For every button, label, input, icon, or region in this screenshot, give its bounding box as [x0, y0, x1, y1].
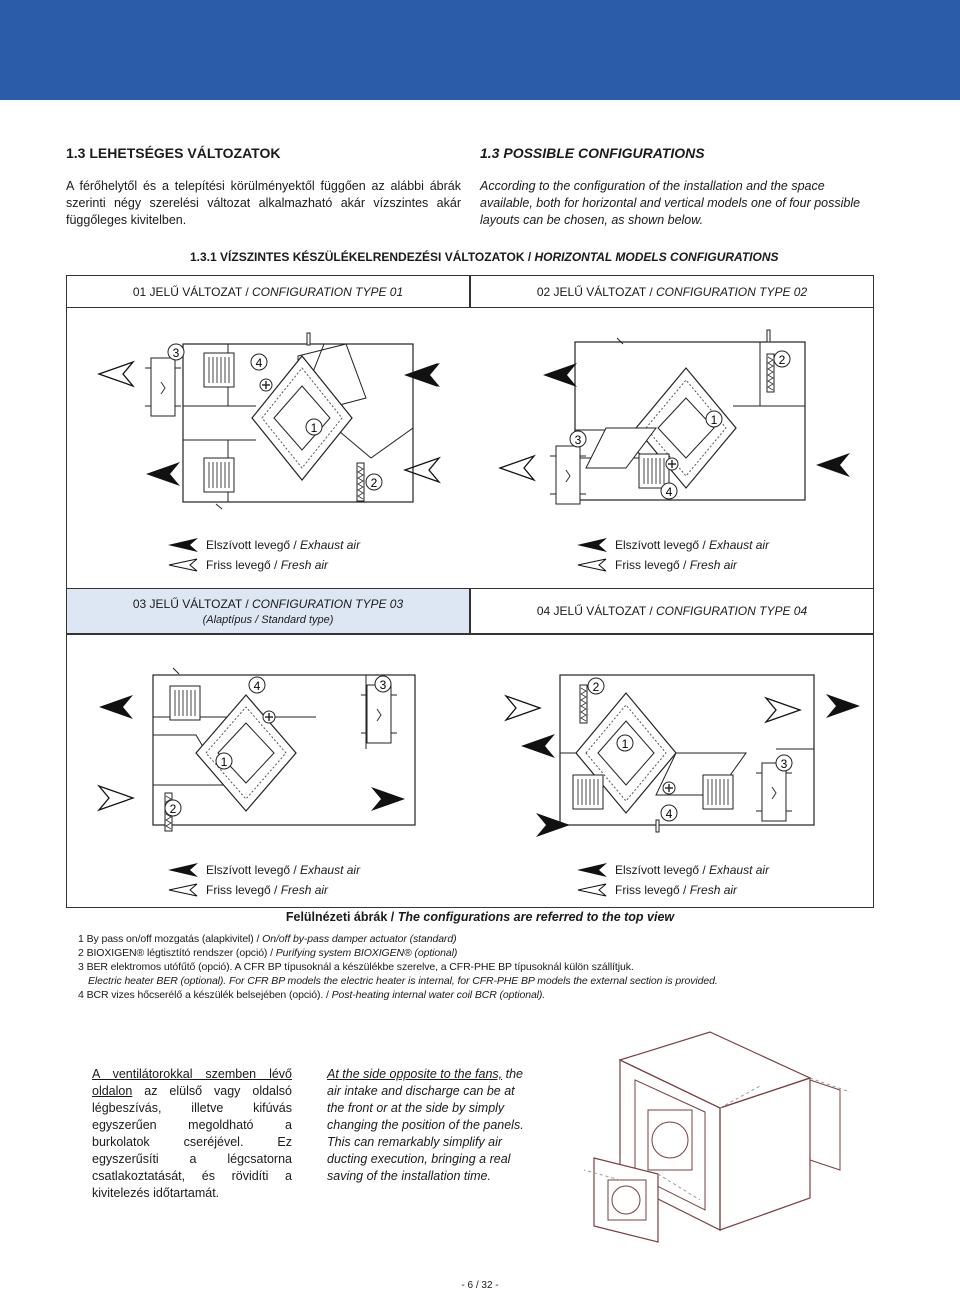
hu-title: 1.3 LEHETSÉGES VÁLTOZATOK [66, 145, 281, 161]
marker-2: 2 [778, 353, 786, 367]
config-01-label-hu: 01 JELŰ VÁLTOZAT / [132, 284, 252, 299]
page-number: - 6 / 32 - [461, 1280, 499, 1291]
note-2 [78, 947, 457, 960]
legend-03 [168, 860, 360, 900]
marker-1: 1 [310, 421, 318, 435]
config-03-label-hu: 03 JELŰ VÁLTOZAT / [132, 596, 252, 611]
config-03-diagram [99, 668, 540, 831]
bottom-hu-rest: az elülső vagy oldalsó légbeszívás, illetve kifúvás egyszerűen megoldható a burkolatok cseréjével. Ez egyszerűsíti a légcsatorna csatlakoztatását, és rövidíti a kivitelezés időtartamát. [92, 1084, 292, 1200]
legend-04 [577, 860, 769, 900]
legend-fresh-hu: Friss levegő / [206, 558, 281, 572]
legend-exhaust-en: Exhaust air [300, 538, 361, 552]
fresh-arrow-icon [168, 883, 198, 897]
note-1 [78, 933, 456, 946]
note-1-hu: By pass on/off mozgatás (alapkivitel) / [86, 933, 263, 945]
exhaust-arrow-icon [577, 538, 607, 552]
marker-1: 1 [220, 755, 228, 769]
exhaust-arrow-icon [168, 863, 198, 877]
bottom-en-rest: the air intake and discharge can be at the front or at the side by simply changing the position of the panels. This can remarkably simplify air ducting execution, bringing a real saving of the installation time. [327, 1067, 524, 1183]
bottom-en-underlined: At the side opposite to the fans, [327, 1067, 503, 1081]
marker-2: 2 [169, 802, 177, 816]
diagrams-row-2 [66, 635, 874, 855]
bottom-text-hu [92, 1066, 292, 1202]
note-3-hu: BER elektromos utófűtő (opció). A CFR BP típusoknál a készülékbe szerelve, a CFR-PHE BP típusoknál külön szállítjuk. [86, 961, 634, 973]
config-04-label-hu: 04 JELŰ VÁLTOZAT / [536, 604, 656, 618]
config-01-header [66, 275, 470, 308]
config-02-header [470, 275, 874, 308]
legend-exhaust-en: Exhaust air [709, 863, 770, 877]
marker-3: 3 [379, 678, 387, 692]
marker-3: 3 [172, 346, 180, 360]
legend-exhaust-hu: Elszívott levegő / [615, 863, 710, 877]
marker-2: 2 [370, 476, 378, 490]
note-1-en: On/off by-pass damper actuator (standard) [262, 933, 457, 945]
exhaust-arrow-icon [577, 863, 607, 877]
bottom-text-en [327, 1066, 532, 1185]
marker-1: 1 [621, 737, 629, 751]
marker-4: 4 [255, 356, 263, 370]
notes-title-en: The configurations are referred to the top view [397, 910, 675, 924]
note-4 [78, 989, 545, 1002]
en-intro: According to the configuration of the installation and the space available, both for horizontal and vertical models one of four possible layouts can be chosen, as shown below. [480, 179, 861, 227]
legend-exhaust-en: Exhaust air [709, 538, 770, 552]
legend-fresh-en: Fresh air [280, 883, 329, 897]
notes-title [0, 910, 960, 924]
fresh-arrow-icon [577, 558, 607, 572]
en-title: 1.3 POSSIBLE CONFIGURATIONS [480, 145, 705, 161]
config-04-diagram [521, 675, 860, 837]
marker-1: 1 [710, 413, 718, 427]
note-2-hu: BIOXIGEN® légtisztító rendszer (opció) / [86, 947, 276, 959]
config-01-diagram [99, 333, 439, 509]
legend-01 [168, 535, 360, 575]
legend-fresh-en: Fresh air [689, 558, 738, 572]
fresh-arrow-icon [577, 883, 607, 897]
config-03-subtitle: (Alaptípus / Standard type) [202, 613, 334, 626]
note-3-en: Electric heater BER (optional). For CFR BP models the electric heater is internal, for CFR-PHE BP models the external section is provided. [88, 975, 718, 987]
marker-4: 4 [665, 485, 673, 499]
note-1-num: 1 [78, 933, 84, 945]
config-02-label-hu: 02 JELŰ VÁLTOZAT / [536, 284, 656, 299]
legend-exhaust-hu: Elszívott levegő / [615, 538, 710, 552]
marker-3: 3 [780, 757, 788, 771]
section-heading-en: HORIZONTAL MODELS CONFIGURATIONS [534, 250, 779, 264]
hu-intro: A férőhelytől és a telepítési körülményektől függően az alábbi ábrák szerinti négy szerelési változat alkalmazható akár vízszintes akár függőleges kivitelben. [66, 179, 461, 227]
config-02-diagram [406, 330, 850, 504]
config-03-header [66, 588, 470, 634]
legend-fresh-en: Fresh air [280, 558, 329, 572]
bottom-hu-underlined: A ventilátorokkal szemben lévő oldalon [92, 1067, 292, 1098]
legend-fresh-hu: Friss levegő / [615, 558, 690, 572]
note-4-en: Post-heating internal water coil BCR (optional). [331, 989, 546, 1001]
note-2-en: Purifying system BIOXIGEN® (optional) [275, 947, 458, 959]
note-2-num: 2 [78, 947, 84, 959]
config-04-header [470, 588, 874, 634]
config-02-label-en: CONFIGURATION TYPE 02 [656, 284, 808, 299]
legend-02 [577, 535, 769, 575]
fresh-arrow-icon [168, 558, 198, 572]
note-4-num: 4 [78, 989, 84, 1001]
section-heading-hu: 1.3.1 VÍZSZINTES KÉSZÜLÉKELRENDEZÉSI VÁLTOZATOK / [190, 250, 535, 264]
header-band [0, 0, 960, 100]
marker-4: 4 [665, 807, 673, 821]
note-3 [78, 961, 634, 974]
marker-3: 3 [574, 433, 582, 447]
legend-fresh-hu: Friss levegő / [206, 883, 281, 897]
legend-fresh-hu: Friss levegő / [615, 883, 690, 897]
note-3-num: 3 [78, 961, 84, 973]
config-03-label-en: CONFIGURATION TYPE 03 [252, 596, 404, 611]
duct-panel-illustration [560, 1020, 880, 1260]
legend-exhaust-en: Exhaust air [300, 863, 361, 877]
marker-4: 4 [253, 679, 261, 693]
note-4-hu: BCR vizes hőcserélő a készülék belsejében (opció). / [86, 989, 332, 1001]
notes-title-hu: Felülnézeti ábrák / [285, 910, 398, 924]
legend-fresh-en: Fresh air [689, 883, 738, 897]
legend-exhaust-hu: Elszívott levegő / [206, 538, 301, 552]
marker-2: 2 [592, 680, 600, 694]
section-heading [190, 250, 779, 264]
legend-exhaust-hu: Elszívott levegő / [206, 863, 301, 877]
exhaust-arrow-icon [168, 538, 198, 552]
config-04-label-en: CONFIGURATION TYPE 04 [656, 604, 808, 618]
config-01-label-en: CONFIGURATION TYPE 01 [252, 284, 404, 299]
